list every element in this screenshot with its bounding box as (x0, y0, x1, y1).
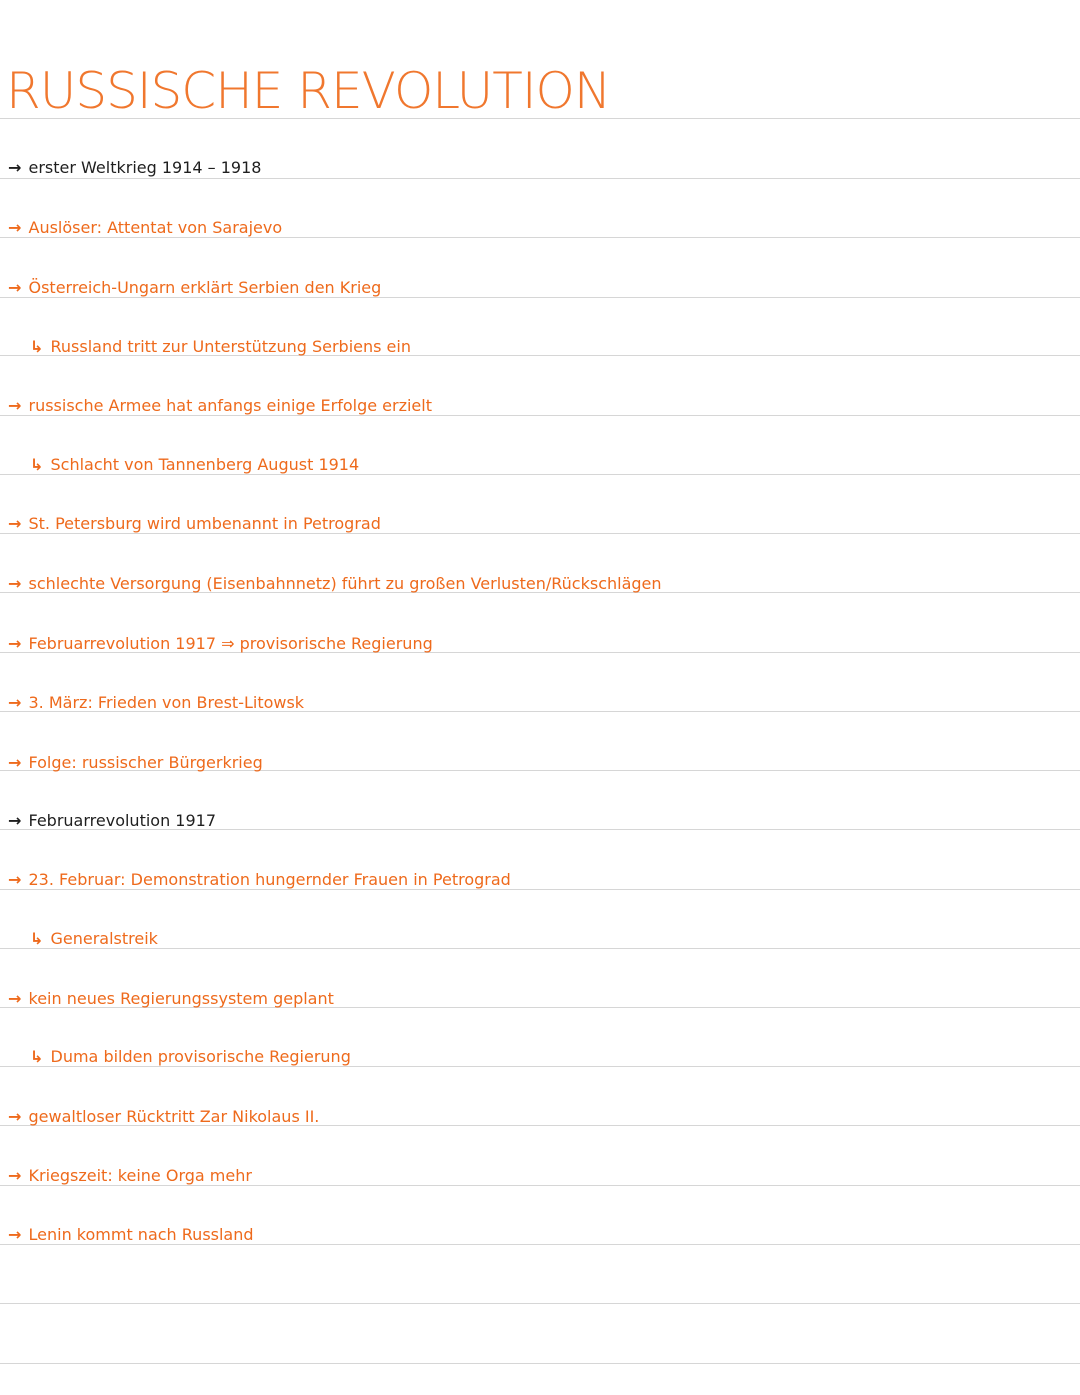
note-text: Generalstreik (50, 929, 158, 948)
note-line (8, 398, 432, 414)
note-text: russische Armee hat anfangs einige Erfolge erzielt (28, 396, 432, 415)
note-line (8, 576, 662, 592)
ruled-line (0, 889, 1080, 890)
note-line (8, 1109, 319, 1125)
note-text: Russland tritt zur Unterstützung Serbiens ein (50, 337, 411, 356)
note-line (8, 220, 282, 236)
arrow-icon: → (8, 753, 22, 772)
note-text: Duma bilden provisorische Regierung (50, 1047, 351, 1066)
note-text: gewaltloser Rücktritt Zar Nikolaus II. (28, 1107, 320, 1126)
note-line (8, 872, 511, 888)
note-line (8, 991, 334, 1007)
arrow-icon: → (8, 1166, 22, 1185)
note-text: 3. März: Frieden von Brest-Litowsk (28, 693, 305, 712)
sub-arrow-icon: ↳ (30, 337, 44, 356)
note-text: Februarrevolution 1917 (28, 811, 217, 830)
note-text: Folge: russischer Bürgerkrieg (28, 753, 263, 772)
note-line (8, 1227, 254, 1243)
sub-arrow-icon: ↳ (30, 1047, 44, 1066)
ruled-line (0, 297, 1080, 298)
note-line (30, 1049, 351, 1065)
page-title: RUSSISCHE REVOLUTION (6, 62, 611, 120)
ruled-line (0, 178, 1080, 179)
arrow-icon: → (8, 574, 22, 593)
ruled-line (0, 1185, 1080, 1186)
note-line (8, 755, 263, 771)
note-line (8, 1168, 252, 1184)
note-text: Auslöser: Attentat von Sarajevo (28, 218, 283, 237)
arrow-icon: → (8, 811, 22, 830)
ruled-line (0, 533, 1080, 534)
note-line (8, 516, 381, 532)
arrow-icon: → (8, 278, 22, 297)
note-text: 23. Februar: Demonstration hungernder Frauen in Petrograd (28, 870, 511, 889)
note-text: St. Petersburg wird umbenannt in Petrograd (28, 514, 381, 533)
arrow-icon: → (8, 396, 22, 415)
note-line (8, 280, 381, 296)
note-line (30, 457, 359, 473)
arrow-icon: → (8, 634, 22, 653)
arrow-icon: → (8, 870, 22, 889)
ruled-line (0, 415, 1080, 416)
ruled-line (0, 1303, 1080, 1304)
arrow-icon: → (8, 218, 22, 237)
arrow-icon: → (8, 514, 22, 533)
note-line (8, 695, 304, 711)
ruled-line (0, 474, 1080, 475)
note-text: Kriegszeit: keine Orga mehr (28, 1166, 252, 1185)
sub-arrow-icon: ↳ (30, 929, 44, 948)
ruled-line (0, 237, 1080, 238)
note-text: Österreich-Ungarn erklärt Serbien den Krieg (28, 278, 382, 297)
note-text: schlechte Versorgung (Eisenbahnnetz) führt zu großen Verlusten/Rückschlägen (28, 574, 662, 593)
arrow-icon: → (8, 1225, 22, 1244)
note-text: Februarrevolution 1917 ⇒ provisorische Regierung (28, 634, 433, 653)
note-line (30, 339, 411, 355)
note-text: Lenin kommt nach Russland (28, 1225, 254, 1244)
ruled-line (0, 1363, 1080, 1364)
sub-arrow-icon: ↳ (30, 455, 44, 474)
ruled-line (0, 948, 1080, 949)
note-line (8, 636, 433, 652)
note-text: Schlacht von Tannenberg August 1914 (50, 455, 360, 474)
ruled-line (0, 1244, 1080, 1245)
ruled-line (0, 1066, 1080, 1067)
note-text: erster Weltkrieg 1914 – 1918 (28, 158, 262, 177)
arrow-icon: → (8, 693, 22, 712)
arrow-icon: → (8, 158, 22, 177)
note-line (8, 160, 261, 176)
note-line (30, 931, 158, 947)
note-text: kein neues Regierungssystem geplant (28, 989, 334, 1008)
arrow-icon: → (8, 1107, 22, 1126)
arrow-icon: → (8, 989, 22, 1008)
note-line (8, 813, 216, 829)
